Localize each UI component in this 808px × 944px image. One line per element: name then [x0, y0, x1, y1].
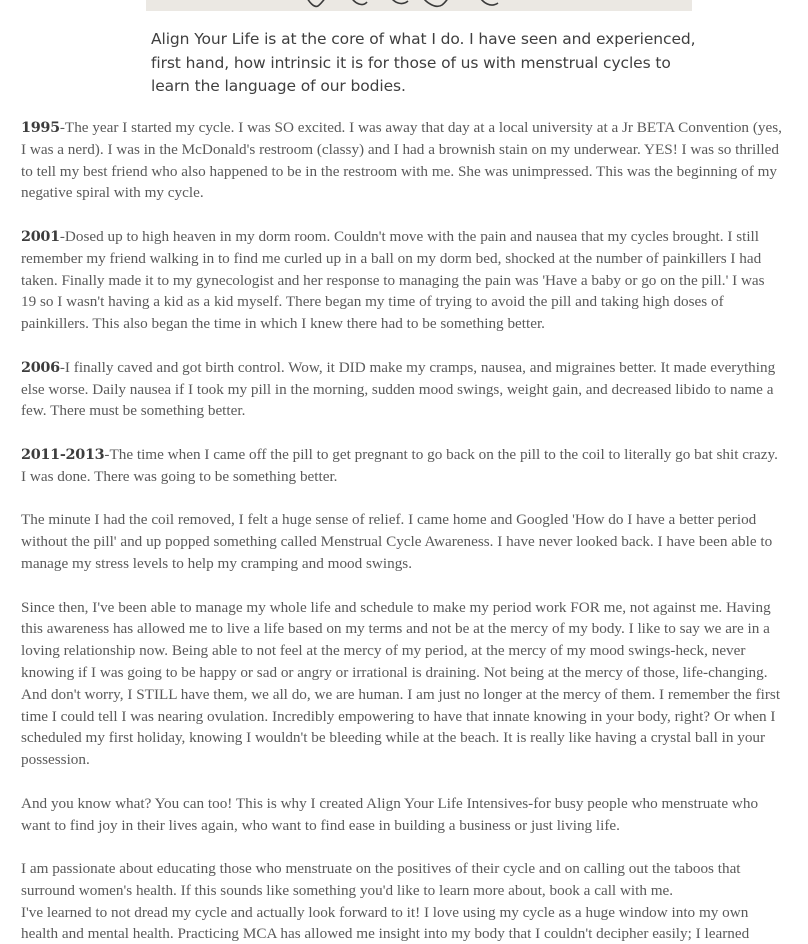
story-paragraph-2001 [21, 226, 783, 335]
script-title-fragment [146, 0, 692, 11]
story-paragraph-coil-removed: The minute I had the coil removed, I felt a huge sense of relief. I came home and Googled 'How do I have a better period without the pill' and up popped something called Menstrual Cycle Awareness. I have never looked back. I have been able to manage my stress levels to help my cramping and mood swings. [21, 511, 773, 572]
story-paragraph-you-can-too: And you know what? You can too! This is why I created Align Your Life Intensives-for busy people who menstruate who want to find joy in their lives again, who want to find ease in building a business or just living life. [21, 794, 759, 834]
story-paragraph-2011-2013 [21, 444, 783, 488]
year-label: 1995 [21, 119, 60, 136]
paragraph-text: -The time when I came off the pill to get pregnant to go back on the pill to the coil to literally go bat shit crazy. I was done. There was going to be something better. [21, 445, 778, 485]
story-paragraph-1995 [21, 117, 783, 204]
story-paragraph-since-then: Since then, I've been able to manage my whole life and schedule to make my period work FOR me, not against me. Having this awareness has allowed me to live a life based on my terms and not be at the mercy of my body. I like to say we are in a loving relationship now. Being able to not feel at the mercy of my period, at the mercy of my mood swings-heck, never knowing if I was going to be happy or sad or angry or irrational is draining. Not being at the mercy of those, life-changing. And don't worry, I STILL have them, we all do, we are human. I am just no longer at the mercy of them. I remember the first time I could tell I was nearing ovulation. Incredibly empowering to have that innate knowing in your body, right? Or when I scheduled my first holiday, knowing I wouldn't be bleeding while at the beach. It is really like having a crystal ball in your possession. [21, 598, 781, 769]
year-label: 2001 [21, 227, 60, 245]
paragraph-text: -Dosed up to high heaven in my dorm room. Couldn't move with the pain and nausea that my cycles brought. I still remember my friend walking in to find me curled up in a ball on my dorm bed, shocked at the number of painkillers I had taken. Finally made it to my gynecologist and her response to managing the pain was 'Have a baby or go on the pill.' I was 19 so I wasn't having a kid as a kid myself. There began my time of trying to avoid the pill and taking high doses of painkillers. This also began the time in which I knew there had to be something better. [21, 227, 765, 333]
story-paragraph-2006 [21, 357, 783, 422]
paragraph-text: -The year I started my cycle. I was SO excited. I was away that day at a local university at a Jr BETA Convention (yes, I was a nerd). I was in the McDonald's restroom (classy) and I had a brownish stain on my underwear. YES! I was so thrilled to tell my best friend who also happened to be in the restroom with me. She was unimpressed. This was the beginning of my negative spiral with my cycle. [21, 119, 782, 202]
paragraph-text: -I finally caved and got birth control. Wow, it DID make my cramps, nausea, and migraines better. It made everything else worse. Daily nausea if I took my pill in the morning, sudden mood swings, weight gain, and decreased libido to name a few. There must be something better. [21, 358, 776, 420]
intro-statement: Align Your Life is at the core of what I do. I have seen and experienced, first hand, how intrinsic it is for those of us with menstrual cycles to learn the language of our bodies. [151, 30, 696, 96]
story-body [21, 117, 783, 944]
year-label: 2006 [21, 358, 60, 376]
story-paragraph-learned: I've learned to not dread my cycle and actually look forward to it! I love using my cycle as a huge window into my own health and mental health. Practicing MCA has allowed me insight into my body that I couldn't decipher easily; I learned [21, 903, 750, 943]
year-label: 2011-2013 [21, 445, 105, 463]
story-paragraph-passionate: I am passionate about educating those who menstruate on the positives of their cycle and on calling out the taboos that surround women's health. If this sounds like something you'd like to learn more about, book a call with me. [21, 860, 741, 899]
story-title-banner [146, 0, 692, 11]
